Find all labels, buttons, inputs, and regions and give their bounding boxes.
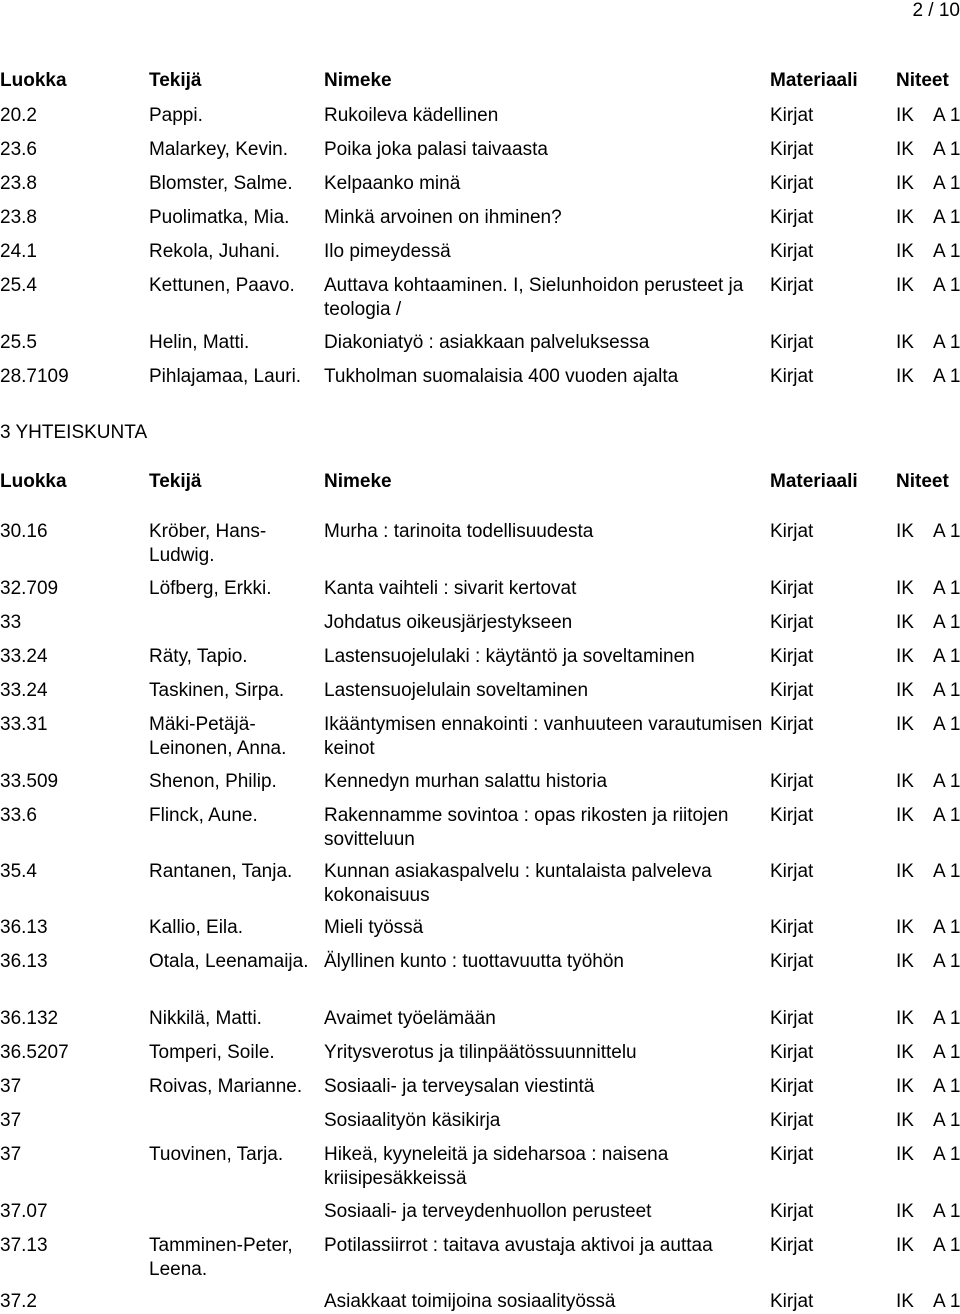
cell-niteet-ik: IK xyxy=(896,917,914,938)
cell-niteet-ik: IK xyxy=(896,612,914,633)
cell-luokka: 23.6 xyxy=(0,139,37,160)
header-luokka: Luokka xyxy=(0,70,67,91)
cell-nimeke: Kunnan asiakaspalvelu : kuntalaista palveleva kokonaisuus xyxy=(324,861,712,906)
cell-niteet-ik: IK xyxy=(896,680,914,701)
cell-niteet-ik: IK xyxy=(896,173,914,194)
cell-nimeke: Älyllinen kunto : tuottavuutta työhön xyxy=(324,951,624,972)
cell-luokka: 30.16 xyxy=(0,521,48,542)
cell-materiaali: Kirjat xyxy=(770,366,814,387)
cell-nimeke: Poika joka palasi taivaasta xyxy=(324,139,548,160)
cell-luokka: 28.7109 xyxy=(0,366,69,387)
cell-materiaali: Kirjat xyxy=(770,646,814,667)
cell-nimeke: Yritysverotus ja tilinpäätössuunnittelu xyxy=(324,1042,637,1063)
cell-materiaali: Kirjat xyxy=(770,1076,814,1097)
cell-niteet-a1: A 1 xyxy=(933,332,960,353)
header-niteet: Niteet xyxy=(896,70,949,91)
cell-luokka: 37.2 xyxy=(0,1291,37,1312)
cell-materiaali: Kirjat xyxy=(770,578,814,599)
cell-luokka: 35.4 xyxy=(0,861,37,882)
cell-luokka: 37 xyxy=(0,1110,22,1131)
cell-niteet-a1: A 1 xyxy=(933,241,960,262)
cell-nimeke: Tukholman suomalaisia 400 vuoden ajalta xyxy=(324,366,679,387)
cell-luokka: 33.31 xyxy=(0,714,48,735)
cell-luokka: 25.4 xyxy=(0,275,37,296)
cell-materiaali: Kirjat xyxy=(770,1042,814,1063)
cell-materiaali: Kirjat xyxy=(770,332,814,353)
cell-niteet-a1: A 1 xyxy=(933,805,960,826)
cell-niteet-a1: A 1 xyxy=(933,1291,960,1312)
cell-materiaali: Kirjat xyxy=(770,612,814,633)
cell-tekija: Kallio, Eila. xyxy=(149,917,243,938)
cell-tekija: Tamminen-Peter, Leena. xyxy=(149,1235,293,1280)
cell-niteet-ik: IK xyxy=(896,578,914,599)
cell-luokka: 36.132 xyxy=(0,1008,59,1029)
cell-materiaali: Kirjat xyxy=(770,207,814,228)
cell-materiaali: Kirjat xyxy=(770,105,814,126)
cell-tekija: Flinck, Aune. xyxy=(149,805,258,826)
cell-niteet-ik: IK xyxy=(896,1076,914,1097)
cell-nimeke: Avaimet työelämään xyxy=(324,1008,496,1029)
cell-niteet-ik: IK xyxy=(896,1291,914,1312)
cell-nimeke: Sosiaali- ja terveydenhuollon perusteet xyxy=(324,1201,652,1222)
cell-materiaali: Kirjat xyxy=(770,241,814,262)
cell-nimeke: Kelpaanko minä xyxy=(324,173,461,194)
cell-niteet-ik: IK xyxy=(896,275,914,296)
cell-niteet-a1: A 1 xyxy=(933,1144,960,1165)
cell-niteet-a1: A 1 xyxy=(933,1235,960,1256)
cell-materiaali: Kirjat xyxy=(770,917,814,938)
cell-niteet-ik: IK xyxy=(896,714,914,735)
cell-nimeke: Sosiaali- ja terveysalan viestintä xyxy=(324,1076,595,1097)
cell-luokka: 33.509 xyxy=(0,771,59,792)
cell-nimeke: Asiakkaat toimijoina sosiaalityössä xyxy=(324,1291,616,1312)
cell-materiaali: Kirjat xyxy=(770,680,814,701)
cell-niteet-a1: A 1 xyxy=(933,275,960,296)
cell-tekija: Helin, Matti. xyxy=(149,332,250,353)
cell-niteet-ik: IK xyxy=(896,1008,914,1029)
cell-niteet-a1: A 1 xyxy=(933,1110,960,1131)
cell-niteet-ik: IK xyxy=(896,366,914,387)
cell-niteet-a1: A 1 xyxy=(933,1042,960,1063)
cell-niteet-a1: A 1 xyxy=(933,680,960,701)
cell-materiaali: Kirjat xyxy=(770,173,814,194)
cell-materiaali: Kirjat xyxy=(770,951,814,972)
cell-materiaali: Kirjat xyxy=(770,1235,814,1256)
cell-nimeke: Lastensuojelulain soveltaminen xyxy=(324,680,589,701)
cell-tekija: Nikkilä, Matti. xyxy=(149,1008,262,1029)
cell-niteet-a1: A 1 xyxy=(933,366,960,387)
cell-nimeke: Ikääntymisen ennakointi : vanhuuteen varautumisen keinot xyxy=(324,714,763,759)
cell-nimeke: Murha : tarinoita todellisuudesta xyxy=(324,521,594,542)
cell-luokka: 36.13 xyxy=(0,951,48,972)
cell-nimeke: Potilassiirrot : taitava avustaja aktivoi ja auttaa xyxy=(324,1235,713,1256)
cell-niteet-ik: IK xyxy=(896,1235,914,1256)
cell-luokka: 37.13 xyxy=(0,1235,48,1256)
cell-luokka: 23.8 xyxy=(0,207,37,228)
page-number: 2 / 10 xyxy=(912,0,960,21)
cell-nimeke: Johdatus oikeusjärjestykseen xyxy=(324,612,573,633)
cell-nimeke: Ilo pimeydessä xyxy=(324,241,451,262)
cell-niteet-ik: IK xyxy=(896,241,914,262)
cell-niteet-a1: A 1 xyxy=(933,1076,960,1097)
cell-tekija: Kettunen, Paavo. xyxy=(149,275,295,296)
cell-tekija: Tuovinen, Tarja. xyxy=(149,1144,284,1165)
cell-tekija: Blomster, Salme. xyxy=(149,173,293,194)
header-nimeke: Nimeke xyxy=(324,70,392,91)
cell-niteet-ik: IK xyxy=(896,139,914,160)
cell-niteet-ik: IK xyxy=(896,805,914,826)
cell-tekija: Mäki-Petäjä-Leinonen, Anna. xyxy=(149,714,287,759)
cell-luokka: 24.1 xyxy=(0,241,37,262)
cell-luokka: 32.709 xyxy=(0,578,59,599)
cell-materiaali: Kirjat xyxy=(770,139,814,160)
cell-niteet-a1: A 1 xyxy=(933,771,960,792)
cell-materiaali: Kirjat xyxy=(770,1110,814,1131)
header-luokka: Luokka xyxy=(0,471,67,492)
cell-materiaali: Kirjat xyxy=(770,1201,814,1222)
cell-nimeke: Rukoileva kädellinen xyxy=(324,105,499,126)
cell-nimeke: Mieli työssä xyxy=(324,917,424,938)
cell-nimeke: Rakennamme sovintoa : opas rikosten ja riitojen sovitteluun xyxy=(324,805,729,850)
cell-niteet-ik: IK xyxy=(896,861,914,882)
cell-niteet-a1: A 1 xyxy=(933,1201,960,1222)
cell-niteet-ik: IK xyxy=(896,207,914,228)
cell-niteet-ik: IK xyxy=(896,1144,914,1165)
cell-tekija: Puolimatka, Mia. xyxy=(149,207,290,228)
cell-luokka: 37 xyxy=(0,1144,22,1165)
cell-tekija: Taskinen, Sirpa. xyxy=(149,680,285,701)
cell-tekija: Malarkey, Kevin. xyxy=(149,139,289,160)
header-tekija: Tekijä xyxy=(149,471,202,492)
cell-niteet-a1: A 1 xyxy=(933,173,960,194)
cell-niteet-a1: A 1 xyxy=(933,1008,960,1029)
cell-niteet-a1: A 1 xyxy=(933,521,960,542)
cell-nimeke: Minkä arvoinen on ihminen? xyxy=(324,207,562,228)
cell-niteet-ik: IK xyxy=(896,1201,914,1222)
cell-luokka: 37 xyxy=(0,1076,22,1097)
cell-nimeke: Kanta vaihteli : sivarit kertovat xyxy=(324,578,577,599)
cell-tekija: Räty, Tapio. xyxy=(149,646,248,667)
cell-tekija: Rekola, Juhani. xyxy=(149,241,280,262)
cell-nimeke: Lastensuojelulaki : käytäntö ja soveltaminen xyxy=(324,646,695,667)
cell-materiaali: Kirjat xyxy=(770,714,814,735)
cell-tekija: Otala, Leenamaija. xyxy=(149,951,309,972)
cell-materiaali: Kirjat xyxy=(770,861,814,882)
cell-materiaali: Kirjat xyxy=(770,1291,814,1312)
cell-niteet-ik: IK xyxy=(896,1110,914,1131)
cell-niteet-a1: A 1 xyxy=(933,714,960,735)
cell-luokka: 33 xyxy=(0,612,22,633)
cell-materiaali: Kirjat xyxy=(770,1144,814,1165)
header-materiaali: Materiaali xyxy=(770,70,858,91)
cell-tekija: Rantanen, Tanja. xyxy=(149,861,293,882)
cell-luokka: 20.2 xyxy=(0,105,37,126)
cell-materiaali: Kirjat xyxy=(770,275,814,296)
cell-tekija: Löfberg, Erkki. xyxy=(149,578,272,599)
cell-luokka: 37.07 xyxy=(0,1201,48,1222)
cell-luokka: 33.6 xyxy=(0,805,37,826)
cell-materiaali: Kirjat xyxy=(770,521,814,542)
cell-luokka: 33.24 xyxy=(0,646,48,667)
header-tekija: Tekijä xyxy=(149,70,202,91)
cell-nimeke: Auttava kohtaaminen. I, Sielunhoidon perusteet ja teologia / xyxy=(324,275,744,320)
cell-niteet-a1: A 1 xyxy=(933,578,960,599)
cell-niteet-a1: A 1 xyxy=(933,139,960,160)
cell-niteet-ik: IK xyxy=(896,646,914,667)
cell-niteet-a1: A 1 xyxy=(933,861,960,882)
header-niteet: Niteet xyxy=(896,471,949,492)
cell-luokka: 36.13 xyxy=(0,917,48,938)
cell-niteet-ik: IK xyxy=(896,332,914,353)
cell-nimeke: Kennedyn murhan salattu historia xyxy=(324,771,608,792)
cell-materiaali: Kirjat xyxy=(770,771,814,792)
cell-niteet-a1: A 1 xyxy=(933,207,960,228)
cell-niteet-a1: A 1 xyxy=(933,917,960,938)
cell-nimeke: Hikeä, kyyneleitä ja sideharsoa : naisena kriisipesäkkeissä xyxy=(324,1144,669,1189)
cell-tekija: Kröber, Hans-Ludwig. xyxy=(149,521,267,566)
header-nimeke: Nimeke xyxy=(324,471,392,492)
cell-niteet-a1: A 1 xyxy=(933,612,960,633)
cell-tekija: Roivas, Marianne. xyxy=(149,1076,303,1097)
cell-niteet-ik: IK xyxy=(896,105,914,126)
cell-niteet-ik: IK xyxy=(896,771,914,792)
cell-niteet-ik: IK xyxy=(896,1042,914,1063)
cell-tekija: Tomperi, Soile. xyxy=(149,1042,275,1063)
header-materiaali: Materiaali xyxy=(770,471,858,492)
cell-tekija: Pihlajamaa, Lauri. xyxy=(149,366,302,387)
cell-tekija: Pappi. xyxy=(149,105,203,126)
cell-luokka: 36.5207 xyxy=(0,1042,69,1063)
cell-luokka: 33.24 xyxy=(0,680,48,701)
cell-luokka: 23.8 xyxy=(0,173,37,194)
cell-tekija: Shenon, Philip. xyxy=(149,771,277,792)
cell-materiaali: Kirjat xyxy=(770,1008,814,1029)
cell-niteet-a1: A 1 xyxy=(933,646,960,667)
cell-materiaali: Kirjat xyxy=(770,805,814,826)
cell-niteet-ik: IK xyxy=(896,951,914,972)
cell-niteet-a1: A 1 xyxy=(933,105,960,126)
cell-niteet-ik: IK xyxy=(896,521,914,542)
section-title: 3 YHTEISKUNTA xyxy=(0,422,148,443)
cell-niteet-a1: A 1 xyxy=(933,951,960,972)
cell-luokka: 25.5 xyxy=(0,332,37,353)
cell-nimeke: Diakoniatyö : asiakkaan palveluksessa xyxy=(324,332,650,353)
cell-nimeke: Sosiaalityön käsikirja xyxy=(324,1110,501,1131)
